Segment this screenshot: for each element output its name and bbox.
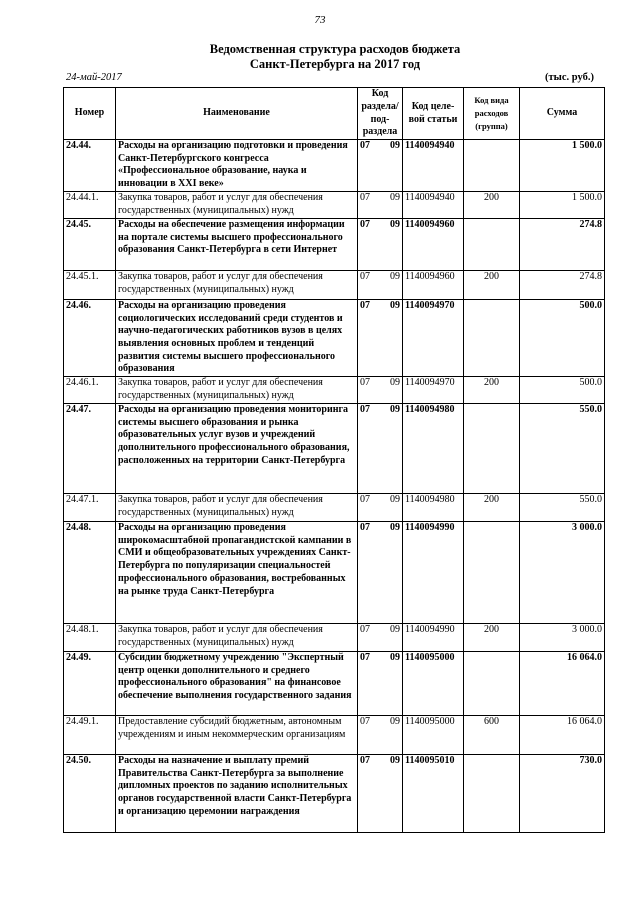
table-row (64, 191, 605, 218)
section-code: 07 (360, 270, 370, 282)
section-code: 07 (360, 140, 370, 151)
row-article-code: 1140094940 (403, 140, 464, 192)
row-kvr-code: 200 (464, 191, 520, 218)
row-article-code: 1140094960 (403, 218, 464, 270)
section-code: 07 (360, 377, 370, 389)
table-row (64, 218, 605, 270)
row-number: 24.45.1. (64, 270, 116, 299)
row-section-code (358, 404, 403, 494)
row-article-code: 1140094990 (403, 522, 464, 624)
row-name: Закупка товаров, работ и услуг для обеспечения государственных (муниципальных) нужд (116, 494, 358, 522)
row-section-code (358, 716, 403, 755)
header-kvr: Код вида расходов (группа) (464, 88, 520, 140)
table-body (64, 140, 605, 833)
row-sum: 500.0 (520, 299, 605, 376)
row-number: 24.44.1. (64, 191, 116, 218)
row-name: Расходы на обеспечение размещения информации на порталe системы высшего профессионального образования Санкт-Петербурга в сети Интернет (116, 218, 358, 270)
row-kvr-code (464, 218, 520, 270)
row-section-code (358, 624, 403, 652)
table-row (64, 522, 605, 624)
row-name: Закупка товаров, работ и услуг для обеспечения государственных (муниципальных) нужд (116, 270, 358, 299)
row-number: 24.47.1. (64, 494, 116, 522)
document-title (0, 42, 640, 72)
table-row (64, 299, 605, 376)
row-name: Расходы на назначение и выплату премий Правительства Санкт-Петербурга за выполнение дипломных проектов по заданию исполнительных органов государственной власти Санкт-Петербурга и организацию церемонии награждения (116, 755, 358, 833)
row-number: 24.46. (64, 299, 116, 376)
table-row (64, 377, 605, 404)
row-kvr-code: 200 (464, 624, 520, 652)
subsection-code: 09 (390, 140, 400, 151)
budget-table (63, 87, 605, 833)
row-name: Закупка товаров, работ и услуг для обеспечения государственных (муниципальных) нужд (116, 624, 358, 652)
row-number: 24.48. (64, 522, 116, 624)
title-line-1: Ведомственная структура расходов бюджета (209, 42, 461, 56)
units-label: (тыс. руб.) (545, 72, 594, 83)
row-number: 24.44. (64, 140, 116, 192)
row-kvr-code: 200 (464, 494, 520, 522)
row-section-code (358, 377, 403, 404)
row-name: Закупка товаров, работ и услуг для обеспечения государственных (муниципальных) нужд (116, 191, 358, 218)
row-article-code: 1140094960 (403, 270, 464, 299)
row-name: Субсидии бюджетному учреждению "Экспертный центр оценки дополнительного и среднего профессионального образования" на финансовое обеспечение выполнения государственного задания (116, 652, 358, 716)
section-code: 07 (360, 191, 370, 203)
page-number: 73 (314, 14, 326, 26)
table-row (64, 755, 605, 833)
section-code: 07 (360, 522, 370, 534)
row-section-code (358, 140, 403, 192)
subsection-code: 09 (390, 494, 400, 506)
row-sum: 550.0 (520, 494, 605, 522)
row-kvr-code: 200 (464, 377, 520, 404)
section-code: 07 (360, 404, 370, 416)
row-article-code: 1140094980 (403, 494, 464, 522)
row-kvr-code (464, 299, 520, 376)
document-date: 24-май-2017 (66, 72, 122, 83)
subsection-code: 09 (390, 270, 400, 282)
subsection-code: 09 (390, 522, 400, 534)
row-name: Закупка товаров, работ и услуг для обеспечения государственных (муниципальных) нужд (116, 377, 358, 404)
row-article-code: 1140094980 (403, 404, 464, 494)
header-name: Наименование (116, 88, 358, 140)
subsection-code: 09 (390, 404, 400, 416)
table-row (64, 716, 605, 755)
section-code: 07 (360, 716, 370, 728)
row-kvr-code: 600 (464, 716, 520, 755)
row-sum: 16 064.0 (520, 652, 605, 716)
header-number: Номер (64, 88, 116, 140)
row-kvr-code: 200 (464, 270, 520, 299)
row-section-code (358, 652, 403, 716)
row-number: 24.47. (64, 404, 116, 494)
subsection-code: 09 (390, 191, 400, 203)
section-code: 07 (360, 652, 370, 664)
table-row (64, 652, 605, 716)
row-name: Расходы на организацию проведения социологических исследований среди студентов и научно-педагогических работников вузов в целях выявления основных проблем и тенденций развития системы высшего профессионального образования (116, 299, 358, 376)
row-number: 24.50. (64, 755, 116, 833)
row-kvr-code (464, 522, 520, 624)
table-row (64, 140, 605, 192)
row-sum: 1 500.0 (520, 140, 605, 192)
subsection-code: 09 (390, 299, 400, 311)
subsection-code: 09 (390, 716, 400, 728)
subsection-code: 09 (390, 377, 400, 389)
row-name: Расходы на организацию проведения широкомасштабной пропагандистской кампании в СМИ и общеобразовательных учреждениях Санкт-Петербурга по популяризации специальностей профессионального образования, востребованных на рынке труда Санкт-Петербурга (116, 522, 358, 624)
row-section-code (358, 494, 403, 522)
row-section-code (358, 522, 403, 624)
row-section-code (358, 218, 403, 270)
table-row (64, 404, 605, 494)
row-number: 24.49.1. (64, 716, 116, 755)
row-article-code: 1140094940 (403, 191, 464, 218)
row-article-code: 1140095000 (403, 716, 464, 755)
row-article-code: 1140094990 (403, 624, 464, 652)
row-section-code (358, 270, 403, 299)
header-article: Код целе- вой статьи (403, 88, 464, 140)
row-sum: 550.0 (520, 404, 605, 494)
row-sum: 3 000.0 (520, 624, 605, 652)
table-row (64, 624, 605, 652)
row-kvr-code (464, 755, 520, 833)
row-kvr-code (464, 140, 520, 192)
subsection-code: 09 (390, 218, 400, 230)
row-article-code: 1140094970 (403, 377, 464, 404)
row-number: 24.49. (64, 652, 116, 716)
row-article-code: 1140095010 (403, 755, 464, 833)
row-number: 24.45. (64, 218, 116, 270)
row-sum: 274.8 (520, 218, 605, 270)
row-section-code (358, 755, 403, 833)
section-code: 07 (360, 624, 370, 636)
row-name: Расходы на организацию проведения мониторинга системы высшего образования и рынка образовательных услуг вузов и учреждений дополнительного профессионального образования, расположенных на территории Санкт-Петербурга (116, 404, 358, 494)
table-header-row (64, 88, 605, 140)
table-row (64, 270, 605, 299)
row-section-code (358, 299, 403, 376)
subsection-code: 09 (390, 755, 400, 767)
header-sum: Сумма (520, 88, 605, 140)
row-sum: 730.0 (520, 755, 605, 833)
header-section: Код раздела/ под- раздела (358, 88, 403, 140)
table-row (64, 494, 605, 522)
row-sum: 3 000.0 (520, 522, 605, 624)
section-code: 07 (360, 755, 370, 767)
row-article-code: 1140094970 (403, 299, 464, 376)
row-sum: 274.8 (520, 270, 605, 299)
section-code: 07 (360, 299, 370, 311)
row-sum: 16 064.0 (520, 716, 605, 755)
subsection-code: 09 (390, 624, 400, 636)
row-kvr-code (464, 404, 520, 494)
row-sum: 1 500.0 (520, 191, 605, 218)
row-sum: 500.0 (520, 377, 605, 404)
row-kvr-code (464, 652, 520, 716)
row-name: Расходы на организацию подготовки и проведения Санкт-Петербургского конгресса «Профессиональное образование, наука и инновации в XXI веке» (116, 140, 358, 192)
section-code: 07 (360, 218, 370, 230)
row-section-code (358, 191, 403, 218)
title-line-2: Санкт-Петербурга на 2017 год (249, 57, 421, 71)
row-name: Предоставление субсидий бюджетным, автономным учреждениям и иным некоммерческим организациям (116, 716, 358, 755)
subsection-code: 09 (390, 652, 400, 664)
row-number: 24.46.1. (64, 377, 116, 404)
row-number: 24.48.1. (64, 624, 116, 652)
section-code: 07 (360, 494, 370, 506)
row-article-code: 1140095000 (403, 652, 464, 716)
